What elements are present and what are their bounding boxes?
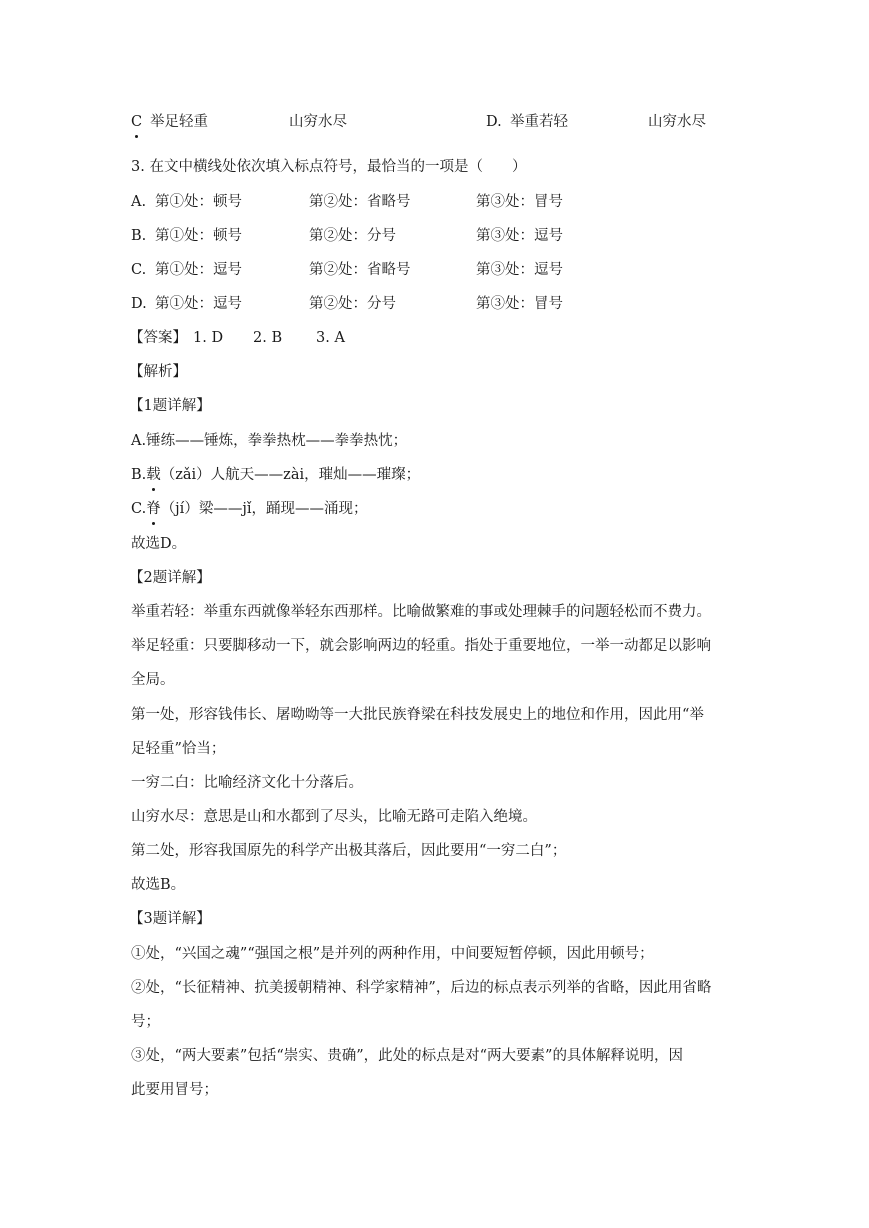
analysis-heading: 【解析】 (129, 364, 187, 380)
answer-label: 【答案】 (129, 330, 187, 346)
detail2-line: 举足轻重：只要脚移动一下，就会影响两边的轻重。指处于重要地位，一举一动都足以影响 (131, 638, 711, 654)
q3-option-p2: 第②处：分号 (309, 228, 396, 244)
q3-option-p1: 第①处：顿号 (155, 194, 242, 210)
q2-option-c-letter: C (131, 114, 143, 130)
emphasis-dot-char: 载 (146, 467, 161, 483)
q2-option-d-first: 举重若轻 (510, 114, 568, 130)
detail3-line: ①处，“兴国之魂”“强国之根”是并列的两种作用，中间要短暂停顿，因此用顿号； (131, 946, 654, 962)
detail1-line-a: A.锤练——锤炼，拳拳热枕——拳拳热忱； (131, 433, 408, 449)
q2-option-d-letter: D. (486, 114, 502, 130)
q3-option-p2: 第②处：省略号 (309, 194, 411, 210)
q3-option-p3: 第③处：逗号 (476, 262, 563, 278)
q3-option-letter: A. (131, 194, 147, 210)
q3-option-p3: 第③处：冒号 (476, 296, 563, 312)
q3-option-p2: 第②处：分号 (309, 296, 396, 312)
detail2-line: 足轻重”恰当； (131, 741, 226, 757)
detail2-heading: 【2题详解】 (129, 570, 211, 586)
q3-option-p1: 第①处：顿号 (155, 228, 242, 244)
detail3-heading: 【3题详解】 (129, 911, 211, 927)
q2-option-c-first: 举足轻重 (150, 114, 208, 130)
detail3-line: ②处，“长征精神、抗美援朝精神、科学家精神”，后边的标点表示列举的省略，因此用省略 (131, 980, 712, 996)
q3-option-p1: 第①处：逗号 (155, 296, 242, 312)
q3-option-p2: 第②处：省略号 (309, 262, 411, 278)
q3-option-letter: D. (131, 296, 147, 312)
q3-option-letter: B. (131, 228, 147, 244)
answer-2: 2. B (253, 330, 283, 346)
q2-option-d-second: 山穷水尽 (648, 114, 706, 130)
q3-stem: 3. 在文中横线处依次填入标点符号，最恰当的一项是（ ） (131, 159, 527, 175)
detail2-line: 第二处，形容我国原先的科学产出极其落后，因此要用“一穷二白”； (131, 843, 567, 859)
q2-option-c-second: 山穷水尽 (289, 114, 347, 130)
q3-option-p1: 第①处：逗号 (155, 262, 242, 278)
detail2-line: 故选B。 (131, 877, 186, 893)
detail1-line-b: B.载（zǎi）人航天——zài，璀灿——璀璨； (131, 467, 421, 483)
detail2-line: 山穷水尽：意思是山和水都到了尽头，比喻无路可走陷入绝境。 (131, 809, 537, 825)
detail2-line: 举重若轻：举重东西就像举轻东西那样。比喻做繁难的事或处理棘手的问题轻松而不费力。 (131, 604, 711, 620)
answer-1: 1. D (193, 330, 224, 346)
detail3-line: 号； (131, 1014, 160, 1030)
detail1-conclusion: 故选D。 (131, 536, 187, 552)
answer-3: 3. A (316, 330, 345, 346)
detail3-line: 此要用冒号； (131, 1082, 218, 1098)
q3-option-p3: 第③处：逗号 (476, 228, 563, 244)
detail2-line: 一穷二白：比喻经济文化十分落后。 (131, 775, 363, 791)
detail1-line-c: C.脊（jí）梁——jǐ，踊现——涌现； (131, 501, 368, 517)
detail2-line: 第一处，形容钱伟长、屠呦呦等一大批民族脊梁在科技发展史上的地位和作用，因此用“举 (131, 707, 704, 723)
q3-option-p3: 第③处：冒号 (476, 194, 563, 210)
emphasis-dot-char: 脊 (146, 501, 161, 517)
detail2-line: 全局。 (131, 672, 175, 688)
q3-option-letter: C. (131, 262, 147, 278)
detail1-heading: 【1题详解】 (129, 398, 211, 414)
detail3-line: ③处，“两大要素”包括“崇实、贵确”，此处的标点是对“两大要素”的具体解释说明，因 (131, 1048, 683, 1064)
